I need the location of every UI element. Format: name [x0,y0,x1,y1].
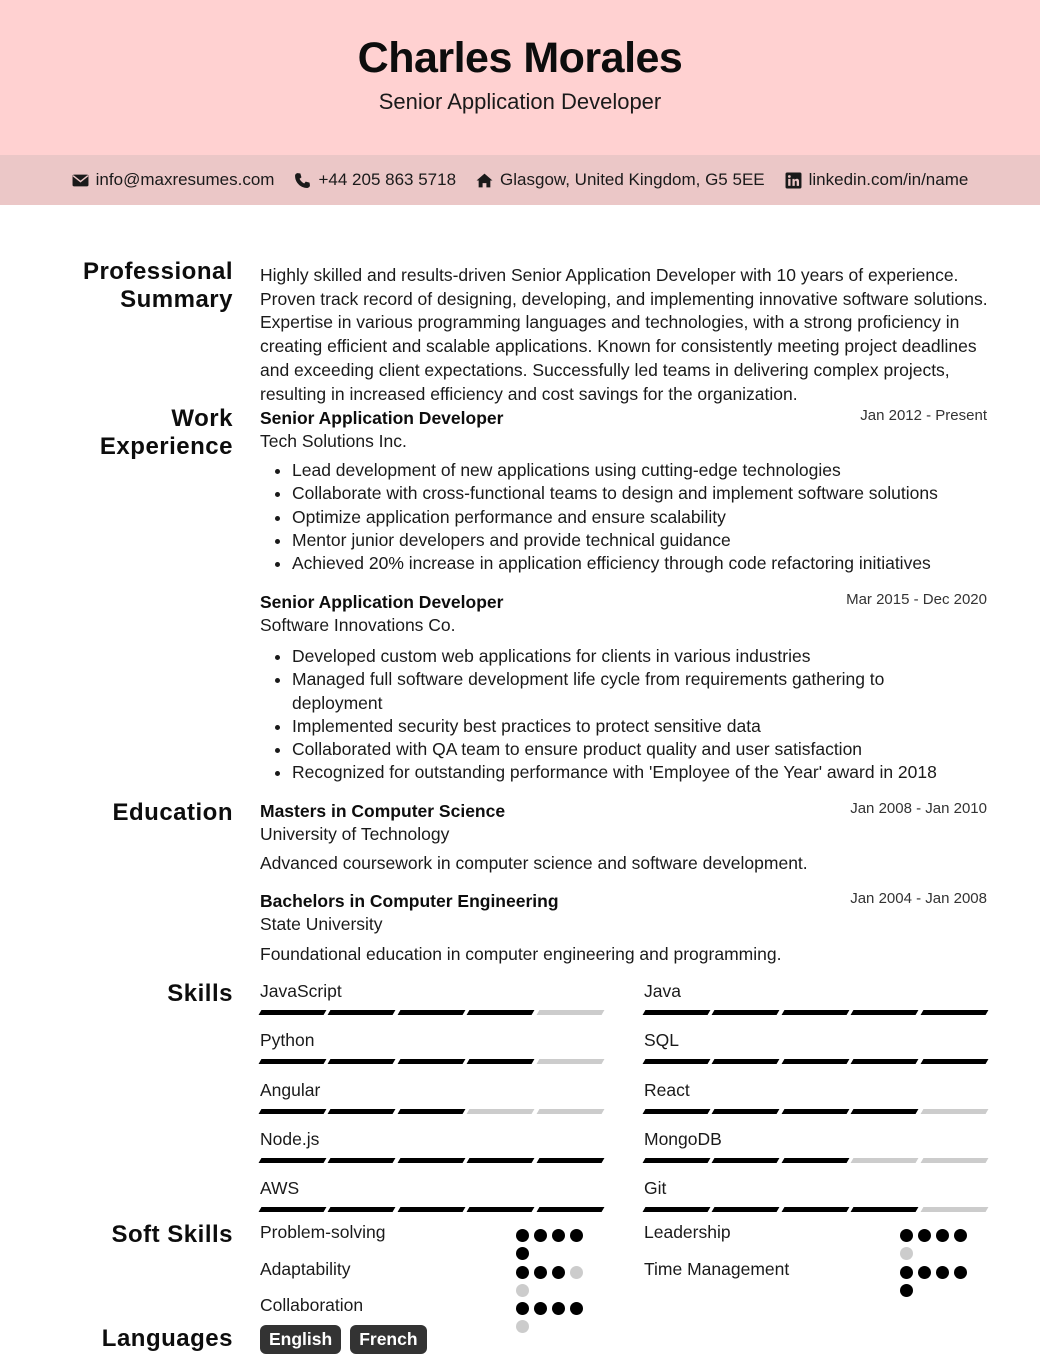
rating-dot [516,1320,529,1333]
skill-level-segment [781,1059,849,1064]
skill-level-segment [643,1158,711,1163]
job-title: Senior Application Developer [260,592,504,612]
envelope-icon [72,172,89,189]
job-bullet: • Collaborated with QA team to ensure product quality and user satisfaction [292,738,942,761]
rating-dot [552,1302,565,1315]
skill-name: Angular [260,1079,321,1100]
job-bullet: • Recognized for outstanding performance with 'Employee of the Year' award in 2018 [292,761,942,784]
skill-level-segment [851,1158,919,1163]
skill-level-segment [397,1207,465,1212]
skill-level-segment [328,1158,396,1163]
job-title: Senior Application Developer [260,408,504,428]
skill-level-segment [851,1109,919,1114]
skill-name: JavaScript [260,981,342,1001]
skill-level-segment [643,1010,711,1015]
skill-level-segment [397,1010,465,1015]
skill-level-bar [260,1109,603,1114]
skill-item [644,1178,987,1200]
skill-level-segment [781,1109,849,1114]
phone-icon [294,172,311,189]
skill-level-segment [467,1010,535,1015]
skill-level-segment [328,1109,396,1114]
job-bullet: • Developed custom web applications for clients in various industries [292,645,942,668]
job-bullet: • Mentor junior developers and provide technical guidance [292,529,992,552]
skill-item [260,1080,603,1102]
rating-dot [534,1302,547,1315]
job-bullet: • Achieved 20% increase in application efficiency through code refactoring initiatives [292,552,992,575]
job-bullet: • Implemented security best practices to protect sensitive data [292,715,942,738]
rating-dot [570,1302,583,1315]
home-icon [476,172,493,189]
soft-skill-item [260,1259,610,1289]
skill-item [260,981,603,1003]
skill-level-segment [920,1109,988,1114]
skill-item [260,1129,603,1151]
soft-skill-rating [516,1229,588,1260]
skill-name: SQL [644,1030,680,1051]
rating-dot [900,1266,913,1279]
rating-dot [552,1229,565,1242]
rating-dot [936,1229,949,1242]
contact-email-text: info@maxresumes.com [95,170,275,189]
degree-dates: Jan 2008 - Jan 2010 [850,800,987,817]
skill-level-segment [643,1207,711,1212]
experience-heading: Work Experience [99,405,233,460]
contact-bar [0,155,1040,205]
degree-dates: Jan 2004 - Jan 2008 [850,890,987,907]
rating-dot [936,1266,949,1279]
job-bullet: • Managed full software development life cycle from requirements gathering to deployment [292,668,942,715]
skill-level-bar [260,1059,603,1064]
soft-skill-rating [900,1266,972,1297]
skill-level-segment [259,1059,327,1064]
rating-dot [516,1302,529,1315]
skill-level-segment [467,1158,535,1163]
skill-level-segment [536,1109,604,1114]
summary-text: Highly skilled and results-driven Senior Application Developer with 10 years of experience. Proven track record of designing, developing, and implementing innovative software solutions. Expertise in various programming languages and technologies, with a strong proficiency in creating efficient and scalable applications. Known for consistently meeting project deadlines and exceeding client expectations. Successfully led teams in delivering complex projects, resulting in increased efficiency and cost savings for the organization. [260,265,988,404]
degree-description: Advanced coursework in computer science and software development. [260,853,808,873]
skill-item [644,1080,987,1102]
soft-skill-name: Collaboration [260,1295,364,1315]
skill-level-segment [467,1059,535,1064]
skill-level-bar [644,1207,987,1212]
contact-phone-text: +44 205 863 5718 [318,170,457,189]
soft-skills-heading: Soft Skills [111,1221,233,1248]
skill-level-bar [644,1158,987,1163]
skill-level-segment [851,1059,919,1064]
degree-school: State University [260,914,383,934]
skill-name: Git [644,1178,667,1199]
rating-dot [516,1266,529,1279]
skill-level-bar [644,1059,987,1064]
skill-name: React [644,1079,690,1100]
education-heading: Education [112,799,233,826]
skill-level-segment [712,1109,780,1114]
contact-address [476,170,765,190]
skill-level-segment [536,1059,604,1064]
job-dates: Jan 2012 - Present [860,407,987,424]
skills-heading: Skills [167,980,233,1007]
job-bullet: • Optimize application performance and ensure scalability [292,506,992,529]
skill-level-segment [259,1010,327,1015]
skill-name: MongoDB [644,1128,722,1149]
skill-level-segment [328,1207,396,1212]
skill-level-segment [712,1010,780,1015]
skill-name: Node.js [260,1128,320,1149]
contact-email[interactable] [72,170,275,190]
skill-item [644,1030,987,1052]
degree-description: Foundational education in computer engineering and programming. [260,944,782,964]
soft-skill-item [644,1222,994,1252]
candidate-name: Charles Morales [357,34,683,82]
skill-level-segment [712,1158,780,1163]
skill-level-segment [259,1109,327,1114]
skill-level-segment [851,1010,919,1015]
skill-level-bar [644,1010,987,1015]
rating-dot [900,1284,913,1297]
skill-level-segment [397,1158,465,1163]
soft-skill-rating [516,1302,588,1333]
skill-level-segment [536,1010,604,1015]
contact-linkedin-text: linkedin.com/in/name [808,170,969,189]
skill-item [644,981,987,1003]
skill-level-segment [259,1158,327,1163]
skill-item [260,1030,603,1052]
skill-item [644,1129,987,1151]
skill-level-segment [712,1207,780,1212]
degree-title: Bachelors in Computer Engineering [260,891,559,911]
degree-title: Masters in Computer Science [260,801,506,821]
skill-level-bar [644,1109,987,1114]
skill-name: AWS [260,1178,300,1199]
skill-level-segment [536,1158,604,1163]
rating-dot [900,1229,913,1242]
linkedin-icon [785,172,802,189]
rating-dot [918,1266,931,1279]
contact-address-text: Glasgow, United Kingdom, G5 5EE [500,170,765,189]
rating-dot [534,1266,547,1279]
language-pill: English [260,1325,341,1354]
skill-level-bar [260,1010,603,1015]
rating-dot [552,1266,565,1279]
skill-level-segment [920,1158,988,1163]
languages-heading: Languages [101,1325,233,1352]
contact-phone[interactable] [294,170,456,190]
skill-level-segment [781,1010,849,1015]
skill-level-segment [467,1207,535,1212]
job-company: Software Innovations Co. [260,615,456,635]
skill-level-segment [920,1207,988,1212]
skill-level-segment [259,1207,327,1212]
rating-dot [570,1266,583,1279]
rating-dot [534,1229,547,1242]
skill-level-segment [328,1059,396,1064]
skill-level-segment [920,1059,988,1064]
soft-skill-name: Problem-solving [260,1222,386,1242]
skill-level-segment [712,1059,780,1064]
skill-name: Python [260,1030,315,1051]
job-bullets [260,459,992,575]
skill-level-segment [397,1059,465,1064]
skill-level-bar [260,1158,603,1163]
skill-level-segment [781,1158,849,1163]
soft-skill-rating [516,1266,588,1297]
rating-dot [954,1229,967,1242]
soft-skill-name: Leadership [644,1222,731,1242]
skill-name: Java [644,981,681,1001]
skill-item [260,1178,603,1200]
language-pill: French [350,1325,426,1354]
skill-level-segment [328,1010,396,1015]
summary-heading: Professional Summary [82,258,233,313]
skill-level-segment [397,1109,465,1114]
job-company: Tech Solutions Inc. [260,431,407,451]
rating-dot [954,1266,967,1279]
resume-header [0,0,1040,155]
contact-linkedin[interactable] [785,170,969,190]
skill-level-segment [643,1109,711,1114]
soft-skill-item [260,1295,610,1325]
skill-level-bar [260,1207,603,1212]
job-bullets [260,645,942,785]
skill-level-segment [781,1207,849,1212]
soft-skill-name: Adaptability [260,1259,351,1279]
degree-school: University of Technology [260,824,450,844]
skill-level-segment [467,1109,535,1114]
rating-dot [918,1229,931,1242]
languages-list [260,1325,427,1354]
skill-level-segment [643,1059,711,1064]
soft-skill-rating [900,1229,972,1260]
skill-level-segment [920,1010,988,1015]
candidate-title: Senior Application Developer [378,89,662,114]
skill-level-segment [851,1207,919,1212]
soft-skill-name: Time Management [644,1259,790,1279]
job-bullet: • Lead development of new applications using cutting-edge technologies [292,459,992,482]
rating-dot [570,1229,583,1242]
job-bullet: • Collaborate with cross-functional teams to design and implement software solutions [292,482,992,505]
soft-skill-item [260,1222,610,1252]
skill-level-segment [536,1207,604,1212]
soft-skill-item [644,1259,994,1289]
job-dates: Mar 2015 - Dec 2020 [846,591,987,608]
rating-dot [516,1229,529,1242]
